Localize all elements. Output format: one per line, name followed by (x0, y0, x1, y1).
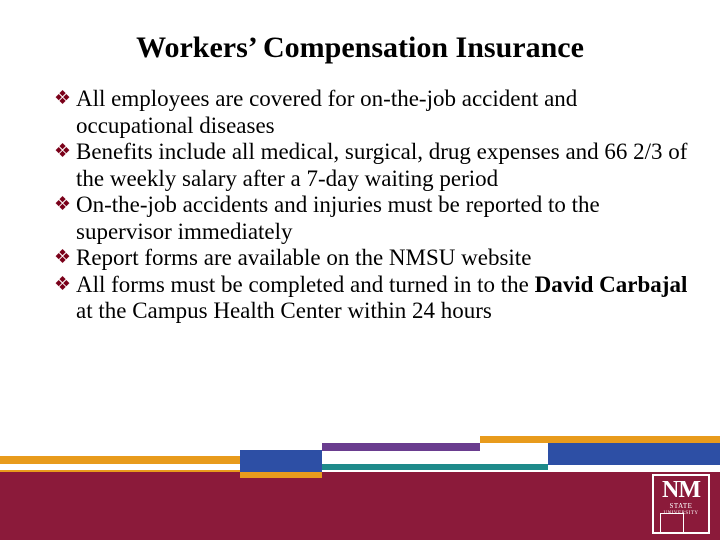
footer-teal-band (322, 464, 548, 470)
bullet-text: All employees are covered for on-the-job accident and occupational diseases (76, 86, 578, 138)
footer-blue-block (240, 450, 322, 472)
bullet-item (54, 192, 694, 245)
bullet-list (54, 86, 694, 325)
footer-purple-band (322, 443, 480, 451)
diamond-bullet-icon: ❖ (54, 88, 72, 109)
footer-blue-band-right (548, 443, 720, 465)
bullet-text: Benefits include all medical, surgical, drug expenses and 66 2/3 of the weekly salary after a 7-day waiting period (76, 139, 688, 191)
bullet-text: Report forms are available on the NMSU website (76, 245, 532, 270)
logo-main-text: NM (662, 477, 700, 503)
footer-gold-band-left (0, 456, 240, 464)
bullet-item (54, 86, 694, 139)
diamond-bullet-icon: ❖ (54, 273, 72, 295)
bullet-item (54, 139, 694, 192)
bullet-text: On-the-job accidents and injuries must be reported to the supervisor immediately (76, 192, 600, 244)
bullet-text-before: All forms must be completed and turned in to the (76, 271, 535, 297)
bullet-item (54, 272, 694, 325)
slide-title: Workers’ Compensation Insurance (136, 31, 584, 64)
bullet-text-after: at the Campus Health Center within 24 hours (76, 298, 492, 323)
logo-university-text: UNIVERSITY (663, 511, 699, 516)
diamond-bullet-icon: ❖ (54, 194, 72, 215)
footer-crimson-bar (0, 472, 720, 540)
diamond-bullet-icon: ❖ (54, 247, 72, 268)
logo-seal-icon (660, 513, 684, 533)
footer-gold-accent (240, 472, 322, 478)
bullet-item (54, 245, 694, 272)
footer-gold-band-right (480, 436, 720, 443)
contact-name: David Carbajal (534, 271, 688, 297)
logo-state-text: STATE (669, 502, 693, 510)
diamond-bullet-icon: ❖ (54, 141, 72, 162)
nmsu-logo (652, 474, 710, 534)
